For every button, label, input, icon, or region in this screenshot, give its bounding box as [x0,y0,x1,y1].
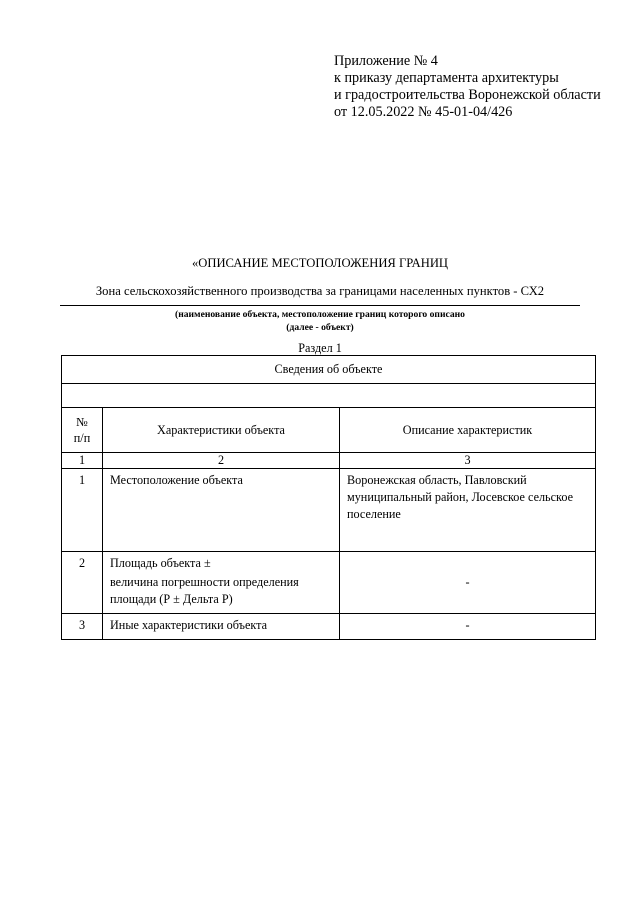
document-title: «ОПИСАНИЕ МЕСТОПОЛОЖЕНИЯ ГРАНИЦ [191,256,449,270]
annex-line-1: Приложение № 4 [334,53,438,69]
header-num-line-2: п/п [73,431,91,445]
row-3-num: 3 [62,614,103,640]
table-caption-row [62,356,596,384]
object-caption [60,309,580,334]
row-1-num: 1 [62,469,103,552]
row-1-description: Воронежская область, Павловский муниципальный район, Лосевское сельское поселение [340,469,596,552]
annex-line-4: от 12.05.2022 № 45-01-04/426 [334,104,513,120]
header-description: Описание характеристик [340,408,596,453]
table-empty-row [62,384,596,408]
object-name: Зона сельскохозяйственного производства за границами населенных пунктов - СХ2 [95,284,545,298]
object-name-underline [60,305,580,306]
section-title: Раздел 1 [298,341,342,355]
table-row [62,614,596,640]
table-row [62,552,596,614]
row-3-description: - [340,614,596,640]
row-3-characteristic: Иные характеристики объекта [103,614,340,640]
table-row [62,469,596,552]
object-info-table [61,355,596,640]
table-header-row [62,408,596,453]
row-2-description: - [340,552,596,614]
object-caption-line-1: (наименование объекта, местоположение границ которого описано [175,309,465,320]
row-2-num: 2 [62,552,103,614]
column-number-row [62,453,596,469]
table-empty-cell [62,384,596,408]
column-number-2: 2 [103,453,340,469]
row-2-characteristic [103,552,340,614]
column-number-3: 3 [340,453,596,469]
column-number-1: 1 [62,453,103,469]
row-1-characteristic: Местоположение объекта [103,469,340,552]
annex-line-3: и градостроительства Воронежской области [334,87,601,103]
annex-line-2: к приказу департамента архитектуры [334,70,559,86]
row-2-characteristic-line-1: Площадь объекта ± [110,556,211,570]
table-caption: Сведения об объекте [62,356,596,384]
header-num-line-1: № [76,415,88,429]
annex-header [334,53,601,121]
header-characteristics: Характеристики объекта [103,408,340,453]
object-caption-line-2: (далее - объект) [286,321,354,333]
row-2-characteristic-line-2: величина погрешности определения площади (Р ± Дельта Р) [110,575,299,606]
header-num [62,408,103,453]
